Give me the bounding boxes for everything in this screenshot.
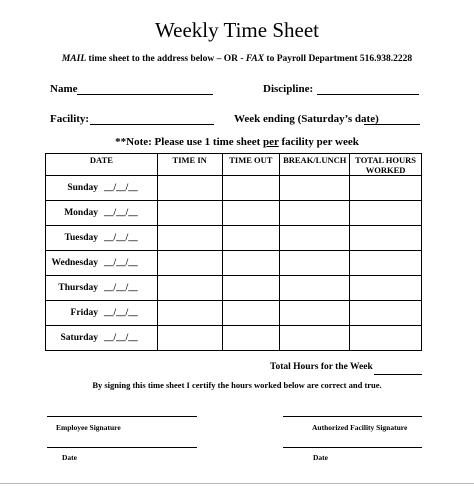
name-field[interactable] [77,94,213,95]
table-row [46,176,422,201]
time-table [45,153,422,351]
total-hours-label: Total Hours for the Week [270,362,373,372]
table-row [46,251,422,276]
time-in-cell[interactable] [157,326,222,351]
facility-signature-line[interactable] [283,416,422,417]
header-date: DATE [46,154,158,176]
week-ending-label: Week ending (Saturday’s date) [234,113,379,125]
total-hours-cell[interactable] [350,301,422,326]
certification-statement: By signing this time sheet I certify the hours worked below are correct and true. [92,380,382,390]
name-label: Name [50,83,78,95]
total-hours-cell[interactable] [350,176,422,201]
date-slots[interactable]: __/__/__ [104,258,138,268]
time-out-cell[interactable] [222,301,280,326]
facility-signature-label: Authorized Facility Signature [312,423,408,432]
table-header-row [46,154,422,176]
table-row [46,326,422,351]
note-suffix: facility per week [278,136,359,148]
document-title: Weekly Time Sheet [155,18,319,42]
date-slots[interactable]: __/__/__ [104,233,138,243]
total-hours-cell[interactable] [350,226,422,251]
table-row [46,201,422,226]
break-lunch-cell[interactable] [280,326,350,351]
date-cell [46,326,158,351]
note-prefix: **Note: Please use 1 time sheet [115,136,264,148]
header-time-in: TIME IN [157,154,222,176]
header-total-hours: TOTAL HOURS WORKED [350,154,422,176]
day-name: Saturday [60,333,98,343]
break-lunch-cell[interactable] [280,301,350,326]
total-hours-cell[interactable] [350,326,422,351]
time-out-cell[interactable] [222,326,280,351]
break-lunch-cell[interactable] [280,276,350,301]
mail-text-1: time sheet to the address below – OR - [86,54,246,64]
day-name: Wednesday [51,258,98,268]
table-row [46,301,422,326]
total-hours-cell[interactable] [350,201,422,226]
day-name: Tuesday [64,233,98,243]
employee-signature-line[interactable] [47,416,197,417]
time-in-cell[interactable] [157,226,222,251]
time-in-cell[interactable] [157,176,222,201]
date-slots[interactable]: __/__/__ [104,308,138,318]
note-underlined: per [263,136,279,148]
facility-label: Facility: [50,113,90,125]
mail-word: MAIL [61,54,87,64]
employee-date-line[interactable] [47,447,197,448]
employee-signature-label: Employee Signature [56,423,121,432]
header-time-out: TIME OUT [222,154,280,176]
date-cell [46,226,158,251]
break-lunch-cell[interactable] [280,201,350,226]
employee-date-label: Date [62,453,77,462]
date-cell [46,251,158,276]
day-name: Sunday [67,183,98,193]
break-lunch-cell[interactable] [280,176,350,201]
table-row [46,276,422,301]
time-out-cell[interactable] [222,251,280,276]
facility-field[interactable] [90,124,214,125]
time-in-cell[interactable] [157,251,222,276]
time-out-cell[interactable] [222,201,280,226]
break-lunch-cell[interactable] [280,226,350,251]
time-in-cell[interactable] [157,301,222,326]
date-cell [46,276,158,301]
day-name: Friday [70,308,98,318]
discipline-label: Discipline: [263,83,314,95]
date-cell [46,201,158,226]
date-slots[interactable]: __/__/__ [104,283,138,293]
week-ending-field[interactable] [364,124,420,125]
table-row [46,226,422,251]
date-slots[interactable]: __/__/__ [104,333,138,343]
time-out-cell[interactable] [222,276,280,301]
facility-date-line[interactable] [283,447,422,448]
date-cell [46,301,158,326]
time-out-cell[interactable] [222,176,280,201]
facility-date-label: Date [313,453,328,462]
day-name: Thursday [58,283,98,293]
day-name: Monday [64,208,98,218]
date-slots[interactable]: __/__/__ [104,208,138,218]
time-out-cell[interactable] [222,226,280,251]
date-slots[interactable]: __/__/__ [104,183,138,193]
total-hours-field[interactable] [374,374,422,375]
header-break-lunch: BREAK/LUNCH [280,154,350,176]
time-in-cell[interactable] [157,276,222,301]
total-hours-cell[interactable] [350,276,422,301]
note [0,136,474,148]
total-hours-cell[interactable] [350,251,422,276]
time-in-cell[interactable] [157,201,222,226]
mail-text-2: to Payroll Department 516.938.2228 [264,54,413,64]
discipline-field[interactable] [317,94,419,95]
date-cell [46,176,158,201]
page-bottom-edge [0,483,474,484]
fax-word: FAX [245,54,265,64]
break-lunch-cell[interactable] [280,251,350,276]
mail-instructions [0,54,474,64]
